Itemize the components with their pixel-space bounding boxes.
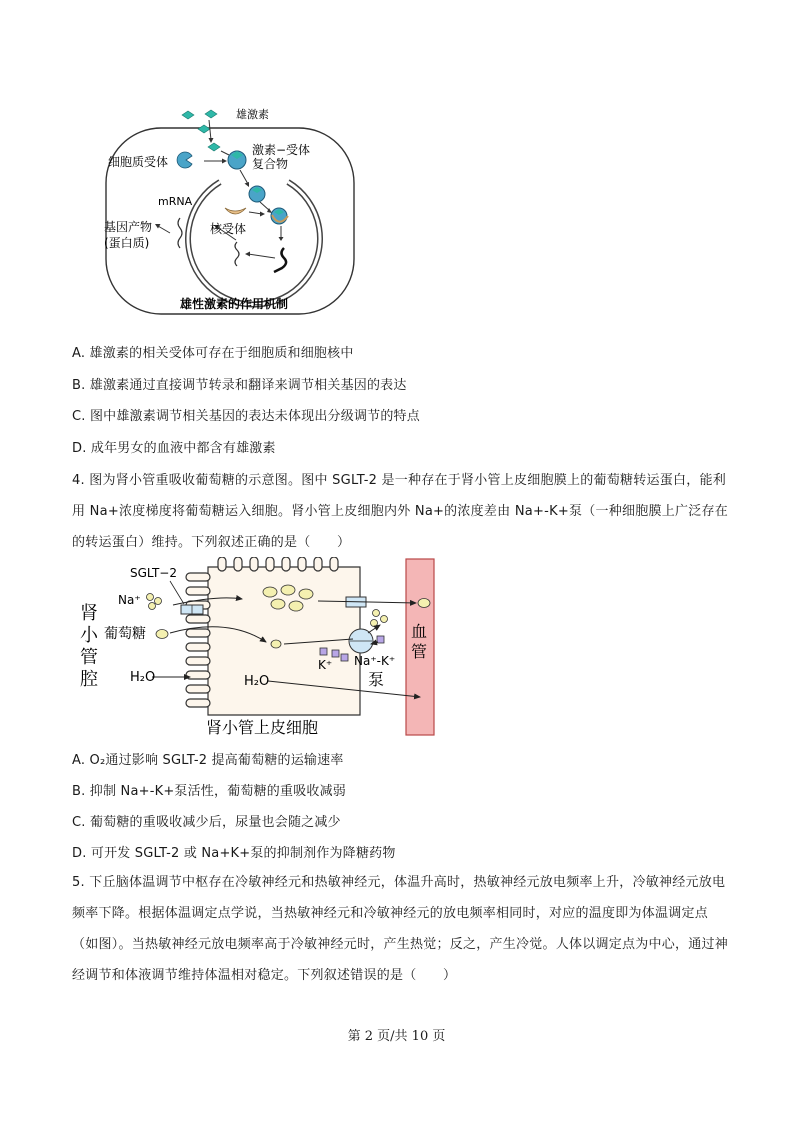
figure1-caption: 雄性激素的作用机制 [180,297,289,311]
k-label: K⁺ [318,658,333,672]
q4-option-a: A. O₂通过影响 SGLT-2 提高葡萄糖的运输速率 [72,753,344,768]
pump-label-2: 泵 [368,670,385,689]
lumen-label-1: 肾 [80,603,98,624]
complex-label: 激素−受体 [252,143,311,157]
na-label: Na⁺ [118,593,141,607]
nuclear-receptor-label: 核受体 [210,222,247,236]
hormone-icon [182,110,220,151]
q3-option-d: D. 成年男女的血液中都含有雄激素 [72,441,276,456]
gene-product-label: 基因产物 [104,220,153,234]
complex-label-2: 复合物 [252,157,289,171]
pump-label: Na⁺-K⁺ [354,654,396,668]
gene-product-label-2: (蛋白质) [104,236,150,250]
androgen-mechanism-figure [100,98,360,318]
cell-label: 肾小管上皮细胞 [206,718,319,737]
q3-option-c: C. 图中雄激素调节相关基因的表达未体现出分级调节的特点 [72,409,420,424]
mrna-label: mRNA [158,195,193,208]
renal-tubule-figure [78,557,443,739]
glucose-icon [156,630,168,639]
q4-option-c: C. 葡萄糖的重吸收减少后，尿量也会随之减少 [72,815,341,830]
lumen-label-2: 小 [80,625,98,646]
q4-option-d: D. 可开发 SGLT-2 或 Na+K+泵的抑制剂作为降糖药物 [72,846,396,861]
cytoplasm-receptor-icon [177,152,192,168]
glucose-label: 葡萄糖 [104,626,146,642]
vessel-label-1: 血 [411,622,428,641]
q3-option-a: A. 雄激素的相关受体可存在于细胞质和细胞核中 [72,346,354,361]
page-footer: 第 2 页/共 10 页 [347,1029,446,1044]
microvilli [186,573,210,707]
lumen-label-4: 腔 [80,669,98,690]
lumen-label-3: 管 [80,647,98,668]
cytoplasm-receptor-label: 细胞质受体 [108,155,169,169]
q3-option-b: B. 雄激素通过直接调节转录和翻译来调节相关基因的表达 [72,378,407,393]
q4-option-b: B. 抑制 Na+-K+泵活性，葡萄糖的重吸收减弱 [72,784,347,799]
h2o-left-label: H₂O [130,670,156,685]
sglt2-label: SGLT−2 [130,566,177,580]
q4-stem: 4. 图为肾小管重吸收葡萄糖的示意图。图中 SGLT-2 是一种存在于肾小管上皮细胞膜上的葡萄糖转运蛋白，能利用 Na+浓度梯度将葡萄糖运入细胞。肾小管上皮细胞内外 Na+的浓度差由 Na+-K+泵（一种细胞膜上广泛存在的转运蛋白）维持。下列叙述正确的是（ ） [72,473,729,550]
q5-stem: 5. 下丘脑体温调节中枢存在冷敏神经元和热敏神经元，体温升高时，热敏神经元放电频率上升，冷敏神经元放电频率下降。根据体温调定点学说，当热敏神经元和冷敏神经元的放电频率相同时，对应的温度即为体温调定点（如图）。当热敏神经元放电频率高于冷敏神经元时，产生热觉；反之，产生冷觉。人体以调定点为中心，通过神经调节和体液调节维持体温相对稳定。下列叙述错误的是（ ） [72,875,729,983]
vessel-label-2: 管 [411,642,428,661]
hormone-label: 雄激素 [236,108,269,121]
na-ions [147,594,162,610]
h2o-inside-label: H₂O [244,674,270,689]
nuclear-receptor-icon [225,208,246,214]
